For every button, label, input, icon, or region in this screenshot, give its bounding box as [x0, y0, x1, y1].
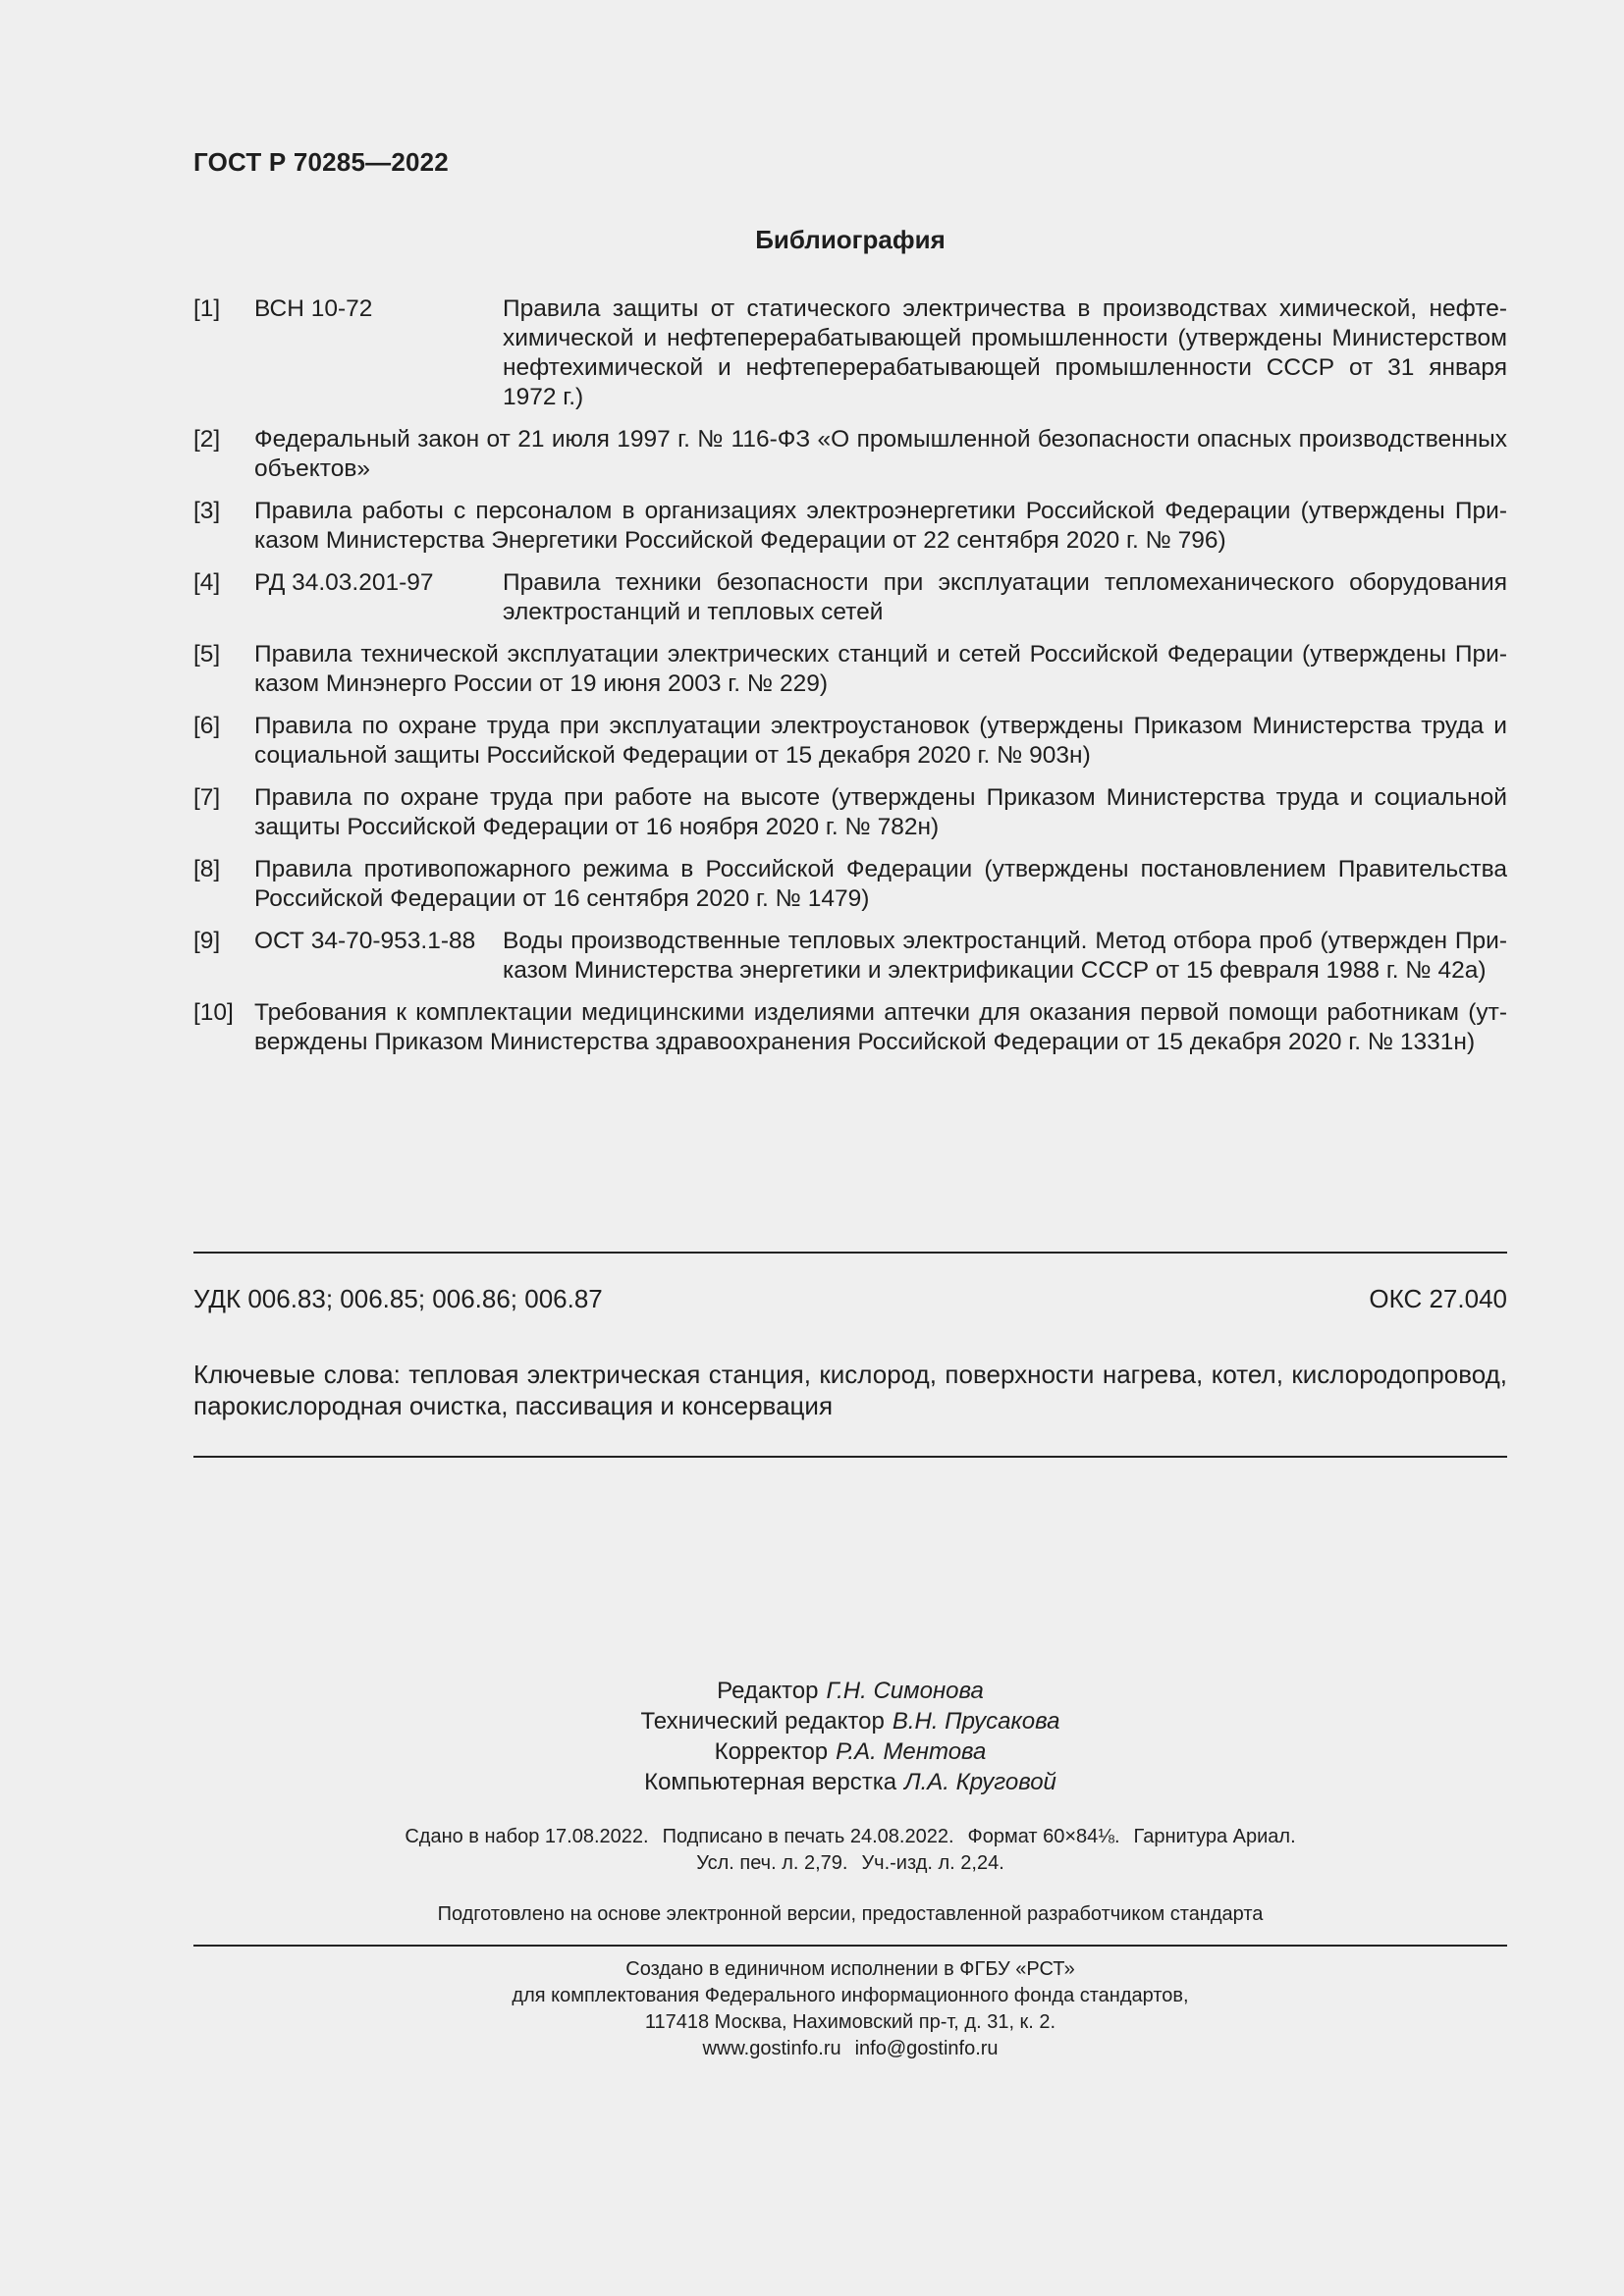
bibliography-item-number: [3]: [193, 498, 221, 524]
bibliography-item-text: Требования к комплектации медицинскими изделиями аптечки для оказания первой помощи работникам (утверждены Приказом Министерства здравоохранения Российской Федерации от 15 декабря 2020 г. № 1331н): [254, 999, 1507, 1055]
credits-block: [193, 1676, 1507, 1797]
udk-code: УДК 006.83; 006.85; 006.86; 006.87: [193, 1284, 603, 1313]
bibliography-item-number: [7]: [193, 784, 221, 811]
imprint-format: Формат 60×84⅛.: [967, 1826, 1120, 1847]
bibliography-item-text: Правила защиты от статического электричества в производствах химической, нефтехимической и нефтеперерабатывающей промышленности (утверждены Министерством нефтехимической и нефтеперерабатывающей промышленности СССР от 31 января 1972 г.): [503, 295, 1507, 410]
credit-role: Корректор: [714, 1738, 829, 1765]
bibliography-item-code: ОСТ 34-70-953.1-88: [254, 928, 476, 954]
imprint-signed: Подписано в печать 24.08.2022.: [662, 1826, 954, 1847]
bibliography-item-text: Правила по охране труда при работе на высоте (утверждены Приказом Министерства труда и социальной защиты Российской Федерации от 16 ноября 2020 г. № 782н): [254, 784, 1507, 840]
imprint-edition-sheets: Уч.-изд. л. 2,24.: [861, 1852, 1004, 1874]
bibliography-item: [193, 998, 1507, 1057]
imprint-block: [193, 1824, 1507, 1877]
publisher-line: для комплектования Федерального информационного фонда стандартов,: [512, 1985, 1189, 2006]
credit-line: [193, 1767, 1507, 1797]
bibliography-item: [193, 855, 1507, 914]
bibliography-item: [193, 783, 1507, 842]
publisher-line: 117418 Москва, Нахимовский пр-т, д. 31, к. 2.: [644, 2011, 1056, 2033]
bibliography-item-text: Федеральный закон от 21 июля 1997 г. № 116-ФЗ «О промышленной безопасности опасных производственных объектов»: [254, 426, 1507, 482]
oks-code: ОКС 27.040: [1369, 1284, 1507, 1313]
publisher-website-link[interactable]: www.gostinfo.ru: [702, 2038, 841, 2059]
bibliography-item-number: [1]: [193, 295, 221, 322]
bibliography-title: Библиография: [755, 225, 946, 254]
bibliography-item-number: [2]: [193, 426, 221, 453]
imprint-line: [193, 1850, 1507, 1877]
bibliography-item: [193, 927, 1507, 986]
publisher-line: Создано в единичном исполнении в ФГБУ «РСТ»: [625, 1958, 1075, 1980]
divider: [193, 1945, 1507, 1947]
bibliography-item-text: Правила противопожарного режима в Российской Федерации (утверждены постановлением Правительства Российской Федерации от 16 сентября 2020 г. № 1479): [254, 856, 1507, 912]
credit-line: [193, 1676, 1507, 1706]
bibliography-item-number: [8]: [193, 856, 221, 882]
imprint-print-sheets: Усл. печ. л. 2,79.: [696, 1852, 848, 1874]
bibliography-item-number: [4]: [193, 569, 221, 596]
divider: [193, 1456, 1507, 1458]
imprint-typeface: Гарнитура Ариал.: [1133, 1826, 1296, 1847]
document-code: ГОСТ Р 70285—2022: [193, 147, 449, 177]
credit-line: [193, 1736, 1507, 1767]
bibliography-item-number: [9]: [193, 928, 221, 954]
credit-name: Л.А. Круговой: [904, 1769, 1056, 1795]
bibliography-item: [193, 497, 1507, 556]
bibliography-item-text: Воды производственные тепловых электростанций. Метод отбора проб (утвержден Приказом Министерства энергетики и электрификации СССР от 15 февраля 1988 г. № 42а): [503, 928, 1507, 984]
divider: [193, 1252, 1507, 1254]
publisher-email-link[interactable]: info@gostinfo.ru: [854, 2038, 999, 2059]
bibliography-item-text: Правила технической эксплуатации электрических станций и сетей Российской Федерации (утверждены Приказом Минэнерго России от 19 июня 2003 г. № 229): [254, 641, 1507, 697]
credit-line: [193, 1706, 1507, 1736]
bibliography-item-number: [10]: [193, 999, 234, 1026]
publisher-block: [193, 1956, 1507, 2062]
imprint-submitted: Сдано в набор 17.08.2022.: [405, 1826, 649, 1847]
bibliography-item: [193, 294, 1507, 412]
keywords: Ключевые слова: тепловая электрическая станция, кислород, поверхности нагрева, котел, кислородопровод, парокислородная очистка, пассивация и консервация: [193, 1360, 1507, 1420]
credit-role: Технический редактор: [640, 1708, 885, 1735]
credit-name: Г.Н. Симонова: [826, 1678, 984, 1704]
credit-role: Редактор: [717, 1678, 819, 1704]
publisher-contacts: [193, 2036, 1507, 2062]
prepared-note: Подготовлено на основе электронной версии, предоставленной разработчиком стандарта: [437, 1903, 1264, 1925]
credit-name: Р.А. Ментова: [836, 1738, 987, 1765]
bibliography-item: [193, 568, 1507, 627]
credit-name: В.Н. Прусакова: [892, 1708, 1060, 1735]
bibliography-item: [193, 640, 1507, 699]
bibliography-item-text: Правила работы с персоналом в организациях электроэнергетики Российской Федерации (утверждены Приказом Министерства Энергетики Российской Федерации от 22 сентября 2020 г. № 796): [254, 498, 1507, 554]
bibliography-item: [193, 425, 1507, 484]
credit-role: Компьютерная верстка: [644, 1769, 897, 1795]
bibliography-item-text: Правила по охране труда при эксплуатации электроустановок (утверждены Приказом Министерства труда и социальной защиты Российской Федерации от 15 декабря 2020 г. № 903н): [254, 713, 1507, 769]
bibliography-item: [193, 712, 1507, 771]
bibliography-list: [193, 294, 1507, 1070]
bibliography-item-text: Правила техники безопасности при эксплуатации тепломеханического оборудования электростанций и тепловых сетей: [503, 569, 1507, 625]
bibliography-item-code: ВСН 10-72: [254, 295, 373, 322]
bibliography-item-number: [5]: [193, 641, 221, 667]
bibliography-item-number: [6]: [193, 713, 221, 739]
bibliography-item-code: РД 34.03.201-97: [254, 569, 434, 596]
imprint-line: [193, 1824, 1507, 1850]
